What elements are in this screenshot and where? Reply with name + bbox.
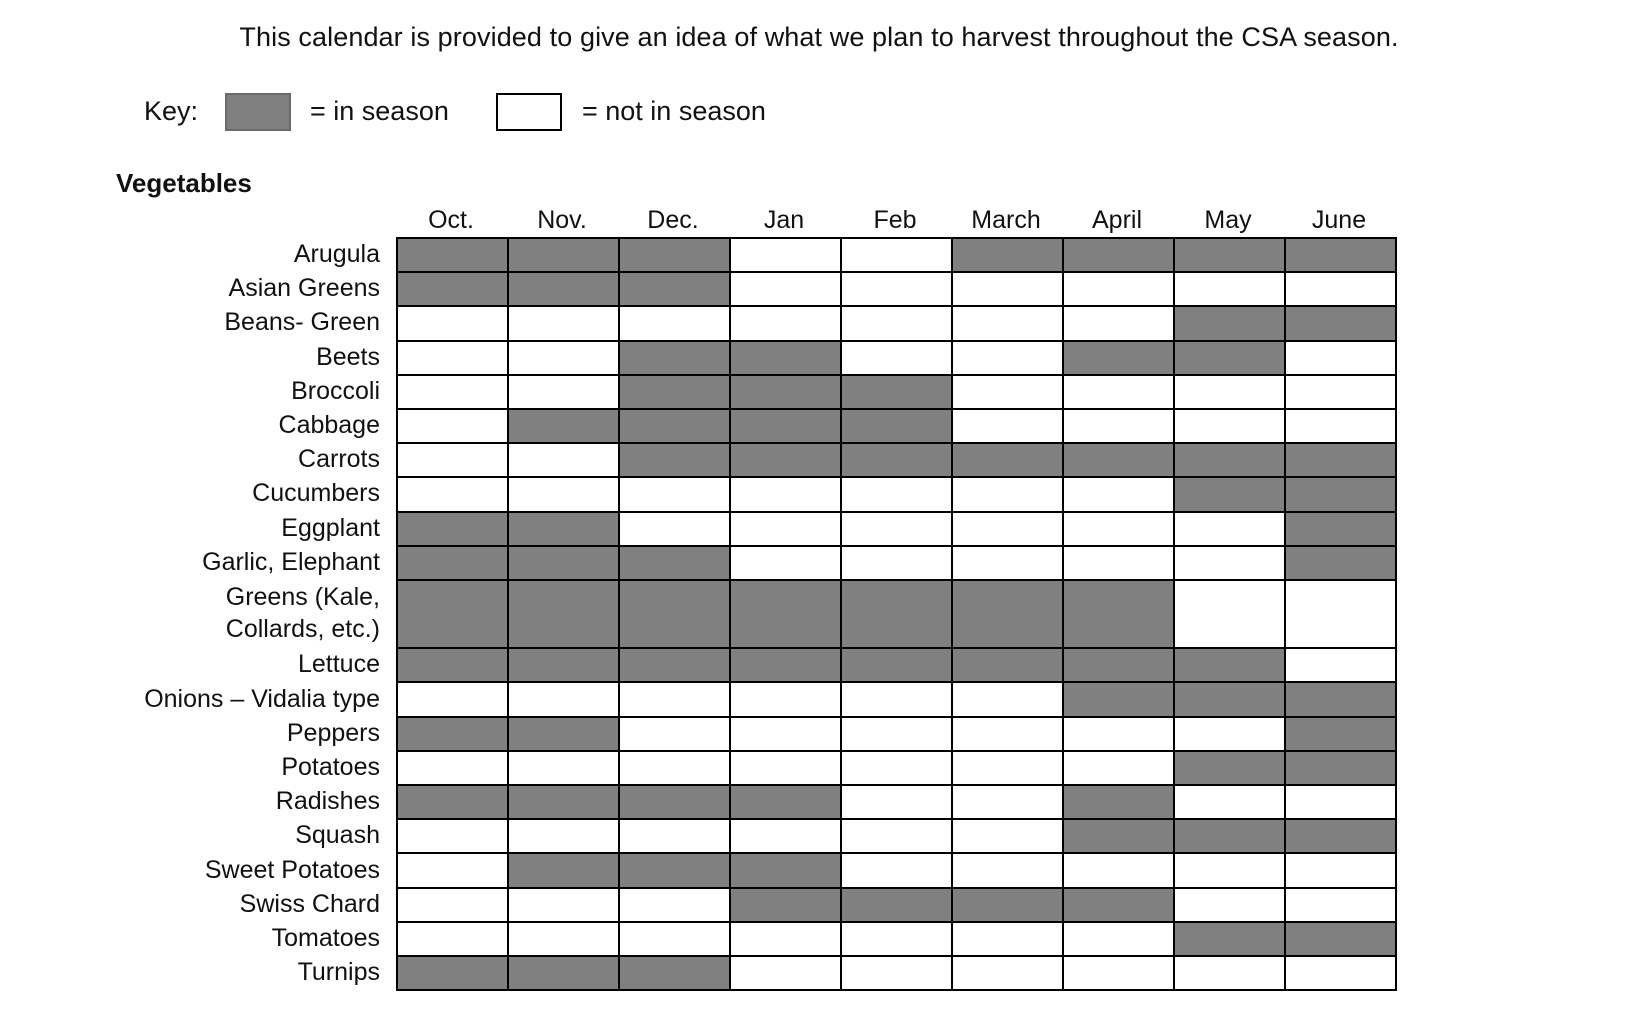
not-in-season-cell bbox=[731, 752, 842, 786]
in-season-cell bbox=[731, 649, 842, 683]
table-row bbox=[398, 718, 1397, 752]
season-grid bbox=[396, 237, 1397, 991]
not-in-season-cell bbox=[953, 547, 1064, 581]
in-season-cell bbox=[731, 376, 842, 410]
not-in-season-cell bbox=[842, 513, 953, 547]
not-in-season-cell bbox=[509, 342, 620, 376]
in-season-cell bbox=[1175, 683, 1286, 717]
vegetable-label bbox=[281, 512, 380, 544]
in-season-cell bbox=[620, 376, 731, 410]
not-in-season-cell bbox=[1175, 547, 1286, 581]
not-in-season-cell bbox=[731, 683, 842, 717]
not-in-season-cell bbox=[1175, 376, 1286, 410]
not-in-season-cell bbox=[842, 854, 953, 888]
not-in-season-cell bbox=[1175, 854, 1286, 888]
not-in-season-cell bbox=[620, 683, 731, 717]
vegetable-name: Sweet Potatoes bbox=[204, 855, 380, 884]
not-in-season-cell bbox=[953, 820, 1064, 854]
vegetable-label bbox=[298, 443, 380, 475]
table-row bbox=[398, 581, 1397, 649]
vegetable-label bbox=[229, 272, 380, 304]
not-in-season-cell bbox=[1286, 273, 1397, 307]
in-season-cell bbox=[398, 239, 509, 273]
not-in-season-swatch bbox=[496, 93, 562, 131]
vegetable-name-line2: Collards, etc.) bbox=[225, 615, 380, 643]
not-in-season-cell bbox=[620, 752, 731, 786]
not-in-season-cell bbox=[953, 752, 1064, 786]
not-in-season-cell bbox=[509, 444, 620, 478]
vegetable-label bbox=[279, 409, 380, 441]
vegetable-name: Carrots bbox=[298, 445, 380, 474]
in-season-cell bbox=[731, 786, 842, 820]
not-in-season-cell bbox=[1064, 957, 1175, 991]
vegetable-label bbox=[240, 888, 380, 920]
not-in-season-cell bbox=[953, 307, 1064, 341]
month-header: Dec. bbox=[647, 206, 699, 234]
not-in-season-cell bbox=[842, 342, 953, 376]
vegetable-label bbox=[281, 751, 380, 783]
not-in-season-cell bbox=[731, 957, 842, 991]
vegetable-label bbox=[144, 683, 380, 715]
in-season-cell bbox=[398, 786, 509, 820]
in-season-cell bbox=[953, 444, 1064, 478]
in-season-cell bbox=[1064, 581, 1175, 649]
vegetable-name: Radishes bbox=[275, 787, 380, 816]
not-in-season-cell bbox=[620, 820, 731, 854]
vegetable-name: Cabbage bbox=[278, 411, 380, 439]
not-in-season-cell bbox=[953, 342, 1064, 376]
month-header: May bbox=[1204, 206, 1252, 234]
not-in-season-cell bbox=[842, 786, 953, 820]
in-season-cell bbox=[731, 854, 842, 888]
in-season-cell bbox=[953, 889, 1064, 923]
not-in-season-cell bbox=[731, 923, 842, 957]
not-in-season-cell bbox=[398, 444, 509, 478]
not-in-season-cell bbox=[398, 342, 509, 376]
not-in-season-cell bbox=[509, 923, 620, 957]
section-title: Vegetables bbox=[116, 168, 252, 198]
not-in-season-cell bbox=[953, 718, 1064, 752]
in-season-cell bbox=[1064, 683, 1175, 717]
in-season-cell bbox=[842, 410, 953, 444]
not-in-season-cell bbox=[509, 683, 620, 717]
in-season-cell bbox=[620, 547, 731, 581]
in-season-cell bbox=[620, 444, 731, 478]
table-row bbox=[398, 273, 1397, 307]
vegetable-name: Eggplant bbox=[281, 513, 380, 542]
not-in-season-cell bbox=[953, 513, 1064, 547]
in-season-swatch bbox=[225, 93, 291, 131]
vegetable-name: Broccoli bbox=[291, 376, 380, 405]
table-row bbox=[398, 786, 1397, 820]
in-season-cell bbox=[731, 581, 842, 649]
key-label: Key: bbox=[144, 96, 199, 126]
in-season-cell bbox=[1175, 239, 1286, 273]
not-in-season-cell bbox=[509, 478, 620, 512]
in-season-cell bbox=[731, 410, 842, 444]
in-season-cell bbox=[1175, 444, 1286, 478]
not-in-season-cell bbox=[1286, 342, 1397, 376]
in-season-cell bbox=[509, 239, 620, 273]
not-in-season-cell bbox=[398, 307, 509, 341]
in-season-cell bbox=[1286, 547, 1397, 581]
vegetable-label bbox=[252, 477, 380, 509]
in-season-cell bbox=[1286, 307, 1397, 341]
not-in-season-cell bbox=[1064, 718, 1175, 752]
vegetable-name: Asian Greens bbox=[228, 274, 380, 303]
not-in-season-cell bbox=[953, 786, 1064, 820]
not-in-season-cell bbox=[1286, 786, 1397, 820]
vegetable-label bbox=[224, 306, 380, 338]
table-row bbox=[398, 547, 1397, 581]
not-in-season-cell bbox=[731, 239, 842, 273]
in-season-cell bbox=[1286, 752, 1397, 786]
in-season-cell bbox=[1175, 478, 1286, 512]
table-row bbox=[398, 478, 1397, 512]
in-season-cell bbox=[1286, 478, 1397, 512]
in-season-cell bbox=[398, 718, 509, 752]
in-season-cell bbox=[620, 649, 731, 683]
in-season-cell bbox=[620, 957, 731, 991]
table-row bbox=[398, 923, 1397, 957]
not-in-season-cell bbox=[1064, 307, 1175, 341]
not-in-season-cell bbox=[509, 752, 620, 786]
table-row bbox=[398, 444, 1397, 478]
not-in-season-cell bbox=[1175, 410, 1286, 444]
not-in-season-cell bbox=[953, 410, 1064, 444]
not-in-season-cell bbox=[842, 307, 953, 341]
month-header: March bbox=[971, 206, 1041, 234]
vegetable-label bbox=[205, 854, 380, 886]
table-row bbox=[398, 513, 1397, 547]
not-in-season-cell bbox=[398, 683, 509, 717]
not-in-season-cell bbox=[1064, 513, 1175, 547]
in-season-cell bbox=[842, 444, 953, 478]
in-season-cell bbox=[509, 547, 620, 581]
vegetable-name: Potatoes bbox=[281, 753, 380, 781]
vegetable-label bbox=[226, 581, 380, 645]
vegetable-label bbox=[316, 341, 380, 373]
not-in-season-cell bbox=[953, 854, 1064, 888]
vegetable-name: Peppers bbox=[286, 718, 380, 747]
in-season-cell bbox=[842, 889, 953, 923]
in-season-cell bbox=[731, 342, 842, 376]
table-row bbox=[398, 820, 1397, 854]
not-in-season-cell bbox=[1064, 410, 1175, 444]
not-in-season-cell bbox=[1286, 649, 1397, 683]
vegetable-name: Arugula bbox=[293, 240, 380, 268]
in-season-cell bbox=[1064, 820, 1175, 854]
in-season-cell bbox=[953, 649, 1064, 683]
vegetable-name: Beets bbox=[316, 342, 380, 371]
vegetable-label bbox=[272, 922, 380, 954]
vegetable-name: Beans- Green bbox=[224, 308, 380, 337]
not-in-season-cell bbox=[1175, 889, 1286, 923]
in-season-cell bbox=[953, 239, 1064, 273]
not-in-season-cell bbox=[1286, 376, 1397, 410]
in-season-cell bbox=[1064, 239, 1175, 273]
vegetable-label bbox=[276, 785, 380, 817]
not-in-season-cell bbox=[731, 513, 842, 547]
vegetable-name: Lettuce bbox=[297, 650, 380, 679]
month-header: Oct. bbox=[428, 206, 474, 234]
not-in-season-cell bbox=[1286, 581, 1397, 649]
in-season-cell bbox=[1175, 649, 1286, 683]
vegetable-name: Garlic, Elephant bbox=[202, 547, 380, 576]
in-season-cell bbox=[1286, 718, 1397, 752]
not-in-season-cell bbox=[731, 547, 842, 581]
not-in-season-cell bbox=[398, 376, 509, 410]
in-season-cell bbox=[842, 581, 953, 649]
not-in-season-cell bbox=[509, 307, 620, 341]
not-in-season-cell bbox=[1175, 786, 1286, 820]
in-season-cell bbox=[509, 273, 620, 307]
in-season-cell bbox=[620, 786, 731, 820]
table-row bbox=[398, 649, 1397, 683]
table-row bbox=[398, 307, 1397, 341]
vegetable-name: Onions – Vidalia type bbox=[144, 684, 380, 713]
not-in-season-cell bbox=[1175, 513, 1286, 547]
not-in-season-cell bbox=[953, 683, 1064, 717]
in-season-cell bbox=[620, 581, 731, 649]
not-in-season-cell bbox=[842, 547, 953, 581]
in-season-cell bbox=[620, 273, 731, 307]
not-in-season-cell bbox=[1064, 854, 1175, 888]
table-row bbox=[398, 683, 1397, 717]
in-season-cell bbox=[731, 889, 842, 923]
month-header: Jan bbox=[763, 206, 805, 234]
not-in-season-cell bbox=[620, 478, 731, 512]
in-season-cell bbox=[620, 410, 731, 444]
vegetable-name: Cucumbers bbox=[252, 479, 380, 508]
month-header: Nov. bbox=[537, 206, 587, 234]
in-season-cell bbox=[509, 786, 620, 820]
in-season-cell bbox=[509, 718, 620, 752]
vegetable-label bbox=[298, 648, 380, 680]
in-season-cell bbox=[1175, 820, 1286, 854]
vegetable-label bbox=[202, 546, 380, 578]
vegetable-name: Turnips bbox=[297, 958, 380, 987]
vegetable-name: Swiss Chard bbox=[239, 889, 380, 918]
vegetable-label bbox=[294, 238, 380, 270]
in-season-cell bbox=[509, 957, 620, 991]
in-season-cell bbox=[1064, 342, 1175, 376]
not-in-season-cell bbox=[953, 478, 1064, 512]
not-in-season-cell bbox=[1175, 581, 1286, 649]
vegetable-label bbox=[287, 717, 380, 749]
month-header: Feb bbox=[873, 206, 917, 234]
not-in-season-cell bbox=[620, 923, 731, 957]
not-in-season-cell bbox=[1064, 923, 1175, 957]
not-in-season-cell bbox=[953, 923, 1064, 957]
intro-text: This calendar is provided to give an idea of what we plan to harvest throughout the CSA season. bbox=[239, 22, 1399, 52]
in-season-cell bbox=[1286, 683, 1397, 717]
in-season-cell bbox=[620, 342, 731, 376]
in-season-cell bbox=[620, 854, 731, 888]
in-season-cell bbox=[842, 376, 953, 410]
not-in-season-cell bbox=[398, 889, 509, 923]
not-in-season-cell bbox=[1286, 854, 1397, 888]
in-season-cell bbox=[1286, 444, 1397, 478]
not-in-season-cell bbox=[398, 820, 509, 854]
not-in-season-cell bbox=[1175, 957, 1286, 991]
not-in-season-cell bbox=[1064, 376, 1175, 410]
in-season-cell bbox=[398, 649, 509, 683]
table-row bbox=[398, 752, 1397, 786]
in-season-cell bbox=[1175, 752, 1286, 786]
not-in-season-cell bbox=[953, 376, 1064, 410]
not-in-season-cell bbox=[1064, 752, 1175, 786]
table-row bbox=[398, 889, 1397, 923]
in-season-cell bbox=[731, 444, 842, 478]
vegetable-label bbox=[298, 956, 380, 988]
not-in-season-cell bbox=[842, 718, 953, 752]
in-season-cell bbox=[509, 513, 620, 547]
not-in-season-cell bbox=[509, 889, 620, 923]
in-season-cell bbox=[398, 957, 509, 991]
not-in-season-cell bbox=[509, 820, 620, 854]
in-season-cell bbox=[1286, 513, 1397, 547]
in-season-cell bbox=[509, 854, 620, 888]
in-season-cell bbox=[953, 581, 1064, 649]
table-row bbox=[398, 854, 1397, 888]
vegetable-label bbox=[291, 375, 380, 407]
month-header: April bbox=[1091, 206, 1142, 234]
in-season-cell bbox=[1286, 820, 1397, 854]
in-season-cell bbox=[1064, 444, 1175, 478]
in-season-cell bbox=[398, 581, 509, 649]
not-in-season-cell bbox=[398, 752, 509, 786]
not-in-season-cell bbox=[842, 273, 953, 307]
not-in-season-cell bbox=[1064, 547, 1175, 581]
vegetable-name: Greens (Kale, bbox=[225, 583, 380, 611]
in-season-cell bbox=[1286, 239, 1397, 273]
in-season-cell bbox=[1064, 786, 1175, 820]
table-row bbox=[398, 239, 1397, 273]
not-in-season-cell bbox=[842, 752, 953, 786]
not-in-season-cell bbox=[398, 923, 509, 957]
not-in-season-cell bbox=[1064, 478, 1175, 512]
in-season-key-text: = in season bbox=[310, 96, 449, 126]
not-in-season-cell bbox=[842, 820, 953, 854]
vegetable-label bbox=[295, 819, 380, 851]
vegetable-name: Squash bbox=[295, 821, 380, 850]
not-in-season-cell bbox=[620, 889, 731, 923]
not-in-season-cell bbox=[398, 854, 509, 888]
in-season-cell bbox=[398, 513, 509, 547]
not-in-season-cell bbox=[731, 820, 842, 854]
table-row bbox=[398, 376, 1397, 410]
in-season-cell bbox=[398, 273, 509, 307]
in-season-cell bbox=[1064, 649, 1175, 683]
not-in-season-cell bbox=[1286, 889, 1397, 923]
not-in-season-cell bbox=[620, 513, 731, 547]
not-in-season-cell bbox=[1286, 410, 1397, 444]
in-season-cell bbox=[842, 649, 953, 683]
not-in-season-cell bbox=[398, 478, 509, 512]
in-season-cell bbox=[620, 239, 731, 273]
table-row bbox=[398, 957, 1397, 991]
not-in-season-cell bbox=[398, 410, 509, 444]
not-in-season-cell bbox=[842, 239, 953, 273]
not-in-season-cell bbox=[842, 957, 953, 991]
in-season-cell bbox=[1064, 889, 1175, 923]
not-in-season-cell bbox=[1286, 957, 1397, 991]
not-in-season-key-text: = not in season bbox=[582, 96, 766, 126]
not-in-season-cell bbox=[620, 307, 731, 341]
in-season-cell bbox=[509, 649, 620, 683]
table-row bbox=[398, 410, 1397, 444]
in-season-cell bbox=[509, 581, 620, 649]
in-season-cell bbox=[1175, 307, 1286, 341]
not-in-season-cell bbox=[731, 307, 842, 341]
in-season-cell bbox=[1175, 342, 1286, 376]
not-in-season-cell bbox=[620, 718, 731, 752]
month-header: June bbox=[1311, 206, 1367, 234]
in-season-cell bbox=[509, 410, 620, 444]
in-season-cell bbox=[1286, 923, 1397, 957]
not-in-season-cell bbox=[509, 376, 620, 410]
not-in-season-cell bbox=[1175, 273, 1286, 307]
not-in-season-cell bbox=[953, 957, 1064, 991]
not-in-season-cell bbox=[953, 273, 1064, 307]
not-in-season-cell bbox=[731, 718, 842, 752]
not-in-season-cell bbox=[731, 273, 842, 307]
not-in-season-cell bbox=[842, 923, 953, 957]
not-in-season-cell bbox=[842, 478, 953, 512]
vegetable-name: Tomatoes bbox=[271, 924, 380, 952]
not-in-season-cell bbox=[842, 683, 953, 717]
table-row bbox=[398, 342, 1397, 376]
not-in-season-cell bbox=[731, 478, 842, 512]
not-in-season-cell bbox=[1175, 718, 1286, 752]
in-season-cell bbox=[1175, 923, 1286, 957]
not-in-season-cell bbox=[1064, 273, 1175, 307]
in-season-cell bbox=[398, 547, 509, 581]
